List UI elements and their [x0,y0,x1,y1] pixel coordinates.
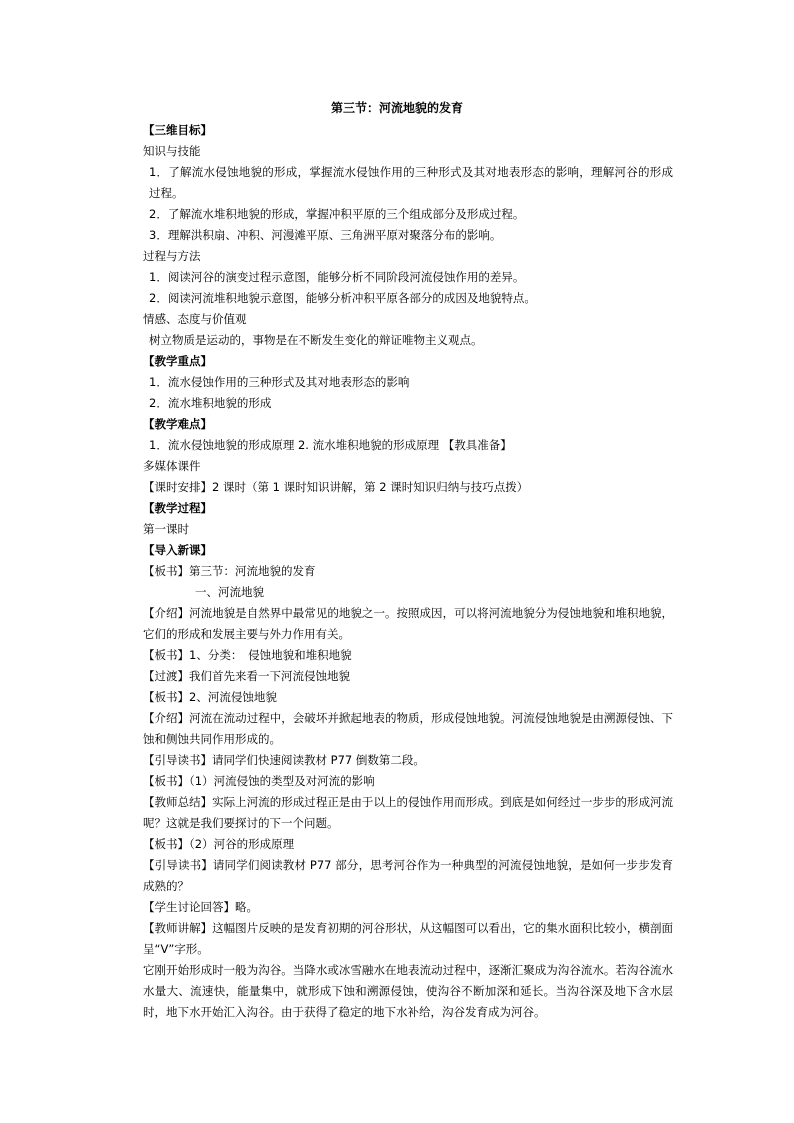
objective-item-1: 1．了解流水侵蚀地貌的形成，掌握流水侵蚀作用的三种形式及其对地表形态的影响，理解河谷的形成过程。 [149,165,673,200]
objective-item-2: 2．了解流水堆积地貌的形成，掌握冲积平原的三个组成部分及形成过程。 [149,207,525,221]
key-point-1: 1．流水侵蚀作用的三种形式及其对地表形态的影响 [149,375,410,389]
method-item-1: 1．阅读河谷的演变过程示意图，能够分析不同阶段河流侵蚀作用的差异。 [149,270,525,284]
objective-item-3: 3．理解洪积扇、冲积、河漫滩平原、三角洲平原对聚落分布的影响。 [149,228,502,242]
section-heading-key-points: 【教学重点】 [143,354,212,368]
board-classification: 【板书】1、分类： 侵蚀地貌和堆积地貌 [143,648,352,662]
key-point-2: 2．流水堆积地貌的形成 [149,396,272,410]
document-title: 第三节：河流地貌的发育 [330,101,463,115]
lesson-one-heading: 第一课时 [143,522,189,536]
subheading-attitude-values: 情感、态度与价值观 [143,312,247,326]
schedule-line: 【课时安排】2 课时（第 1 课时知识讲解，第 2 课时知识归纳与技巧点拨） [143,480,529,494]
section-heading-objectives: 【三维目标】 [143,123,212,137]
student-discussion: 【学生讨论回答】略。 [143,900,258,914]
difficulty-line: 1．流水侵蚀地貌的形成原理 2. 流水堆积地貌的形成原理 【教具准备】 [149,438,512,452]
board-section-one: 一、河流地貌 [195,585,264,599]
board-title-line: 【板书】第三节：河流地貌的发育 [143,564,316,578]
reading-guide-2: 【引导读书】请同学们阅读教材 P77 部分，思考河谷作为一种典型的河流侵蚀地貌，是如何一步步发育成熟的？ [143,858,673,893]
intro-paragraph: 【介绍】河流地貌是自然界中最常见的地貌之一。按照成因，可以将河流地貌分为侵蚀地貌和堆积地貌，它们的形成和发展主要与外力作用有关。 [143,606,673,641]
valley-formation-paragraph: 它刚开始形成时一般为沟谷。当降水或冰雪融水在地表流动过程中，逐渐汇聚成为沟谷流水。若沟谷流水水量大、流速快，能量集中，就形成下蚀和溯源侵蚀，使沟谷不断加深和延长。当沟谷深及地下含水层时，地下水开始汇入沟谷。由于获得了稳定的地下水补给，沟谷发育成为河谷。 [143,963,673,1019]
board-valley-formation: 【板书】（2）河谷的形成原理 [143,837,295,851]
board-erosion-landform: 【板书】2、河流侵蚀地貌 [143,690,277,704]
document-body [143,120,673,1023]
teacher-explanation: 【教师讲解】这幅图片反映的是发育初期的河谷形状，从这幅图可以看出，它的集水面积比较小，横剖面呈“V”字形。 [143,921,673,956]
section-heading-difficulties: 【教学难点】 [143,417,212,431]
section-heading-process: 【教学过程】 [143,501,212,515]
subheading-knowledge-skills: 知识与技能 [143,144,201,158]
erosion-intro-paragraph: 【介绍】河流在流动过程中，会破坏并掀起地表的物质，形成侵蚀地貌。河流侵蚀地貌是由溯源侵蚀、下蚀和侧蚀共同作用形成的。 [143,711,673,746]
teacher-summary-paragraph: 【教师总结】实际上河流的形成过程正是由于以上的侵蚀作用而形成。到底是如何经过一步步的形成河流呢？这就是我们要探讨的下一个问题。 [143,795,673,830]
subheading-process-method: 过程与方法 [143,249,201,263]
method-item-2: 2．阅读河流堆积地貌示意图，能够分析冲积平原各部分的成因及地貌特点。 [149,291,536,305]
board-erosion-types: 【板书】（1）河流侵蚀的类型及对河流的影响 [143,774,375,788]
reading-guide-1: 【引导读书】请同学们快速阅读教材 P77 倒数第二段。 [143,753,425,767]
values-item: 树立物质是运动的，事物是在不断发生变化的辩证唯物主义观点。 [149,333,483,347]
teaching-aids: 多媒体课件 [143,459,201,473]
intro-heading: 【导入新课】 [143,543,212,557]
transition-line: 【过渡】我们首先来看一下河流侵蚀地貌 [143,669,350,683]
